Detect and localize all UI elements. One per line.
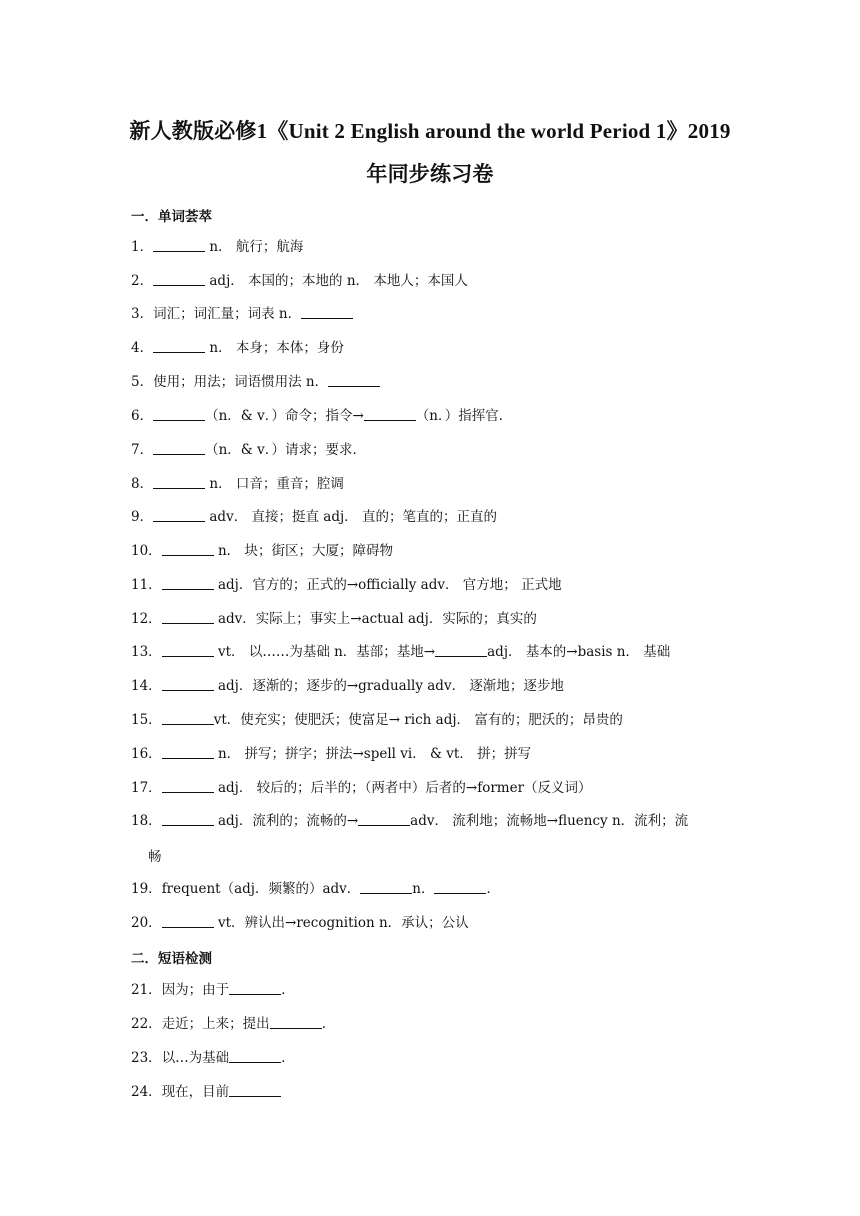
item-number: 20．	[131, 915, 162, 931]
answer-blank[interactable]	[162, 576, 214, 590]
exercise-item-24	[131, 1083, 741, 1101]
title-line-1: 新人教版必修1《Unit 2 English around the world Period 1》2019	[129, 119, 731, 143]
item-number: 18．	[131, 813, 162, 829]
item-text: 词汇；词汇量；词表 n．	[153, 306, 302, 322]
item-text: adj． 本国的；本地的 n． 本地人；本国人	[205, 273, 468, 289]
item-text: （n．& v．）命令；指令→	[205, 408, 364, 424]
item-number: 9．	[131, 509, 154, 525]
item-number: 24．	[131, 1084, 162, 1100]
item-text: 因为；由于	[161, 982, 230, 998]
answer-blank[interactable]	[229, 1049, 281, 1063]
exercise-item-20	[131, 914, 741, 932]
exercise-item-8	[131, 475, 741, 493]
item-text: adj．逐渐的；逐步的→gradually adv． 逐渐地；逐步地	[213, 678, 564, 694]
item-text: n． 航行；航海	[205, 239, 304, 255]
item-number: 12．	[131, 611, 162, 627]
item-number: 22．	[131, 1016, 162, 1032]
item-text: adj．官方的；正式的→officially adv． 官方地； 正式地	[213, 577, 562, 593]
item-text: vt． 以……为基础 n．基部；基地→	[213, 644, 436, 660]
item-number: 21．	[131, 982, 162, 998]
answer-blank[interactable]	[162, 610, 214, 624]
item-text: n． 拼写；拼字；拼法→spell vi． & vt． 拼；拼写	[213, 746, 532, 762]
answer-blank[interactable]	[229, 981, 281, 995]
item-number: 1．	[131, 239, 154, 255]
answer-blank[interactable]	[434, 880, 486, 894]
item-text: adv．实际上；事实上→actual adj．实际的；真实的	[213, 611, 537, 627]
answer-blank[interactable]	[162, 779, 214, 793]
item-text: n．	[412, 881, 435, 897]
answer-blank[interactable]	[162, 542, 214, 556]
item-text: 现在，目前	[161, 1084, 230, 1100]
item-number: 3．	[131, 306, 154, 322]
answer-blank[interactable]	[153, 339, 205, 353]
item-text: ．	[486, 881, 500, 897]
answer-blank[interactable]	[162, 745, 214, 759]
item-number: 14．	[131, 678, 162, 694]
item-number: 11．	[131, 577, 162, 593]
item-text: ．	[281, 982, 295, 998]
exercise-item-7	[131, 441, 741, 459]
exercise-item-2	[131, 272, 741, 290]
section-heading-phrases: 二．短语检测	[131, 951, 212, 967]
item-text: n． 口音；重音；腔调	[205, 476, 344, 492]
answer-blank[interactable]	[153, 508, 205, 522]
item-number: 23．	[131, 1050, 162, 1066]
item-text: n． 块；街区；大厦；障碍物	[213, 543, 393, 559]
item-text: vt．辨认出→recognition n．承认；公认	[213, 915, 469, 931]
answer-blank[interactable]	[162, 677, 214, 691]
item-number: 4．	[131, 340, 154, 356]
item-number: 17．	[131, 780, 162, 796]
exercise-item-11	[131, 576, 741, 594]
answer-blank[interactable]	[360, 880, 412, 894]
item-number: 15．	[131, 712, 162, 728]
item-text: n． 本身；本体；身份	[205, 340, 344, 356]
item-text: 走近；上来；提出	[161, 1016, 270, 1032]
answer-blank[interactable]	[153, 407, 205, 421]
exercise-item-1	[131, 238, 741, 256]
exercise-item-14	[131, 677, 741, 695]
item-text: adj． 较后的；后半的；（两者中）后者的→former（反义词）	[213, 780, 592, 796]
item-number: 6．	[131, 408, 154, 424]
item-text: adv． 流利地；流畅地→fluency n．流利；流	[410, 813, 689, 829]
exercise-item-3	[131, 305, 741, 323]
item-text: adj． 基本的→basis n． 基础	[487, 644, 671, 660]
answer-blank[interactable]	[162, 711, 214, 725]
exercise-item-13	[131, 643, 741, 661]
answer-blank[interactable]	[153, 238, 205, 252]
exercise-item-9	[131, 508, 741, 526]
answer-blank[interactable]	[153, 272, 205, 286]
answer-blank[interactable]	[153, 441, 205, 455]
item-number: 2．	[131, 273, 154, 289]
exercise-item-17	[131, 779, 741, 797]
item-text: ．	[281, 1050, 295, 1066]
answer-blank[interactable]	[162, 643, 214, 657]
answer-blank[interactable]	[435, 643, 487, 657]
item-number: 16．	[131, 746, 162, 762]
exercise-item-4	[131, 339, 741, 357]
item-number: 5．	[131, 374, 154, 390]
answer-blank[interactable]	[229, 1083, 281, 1097]
answer-blank[interactable]	[270, 1015, 322, 1029]
title-line-2: 年同步练习卷	[366, 162, 494, 186]
section-heading-vocabulary: 一．单词荟萃	[131, 209, 212, 225]
item-number: 7．	[131, 442, 154, 458]
answer-blank[interactable]	[364, 407, 416, 421]
item-text: ．	[321, 1016, 336, 1032]
exercise-item-15	[131, 711, 741, 729]
item-number: 13．	[131, 644, 162, 660]
exercise-item-12	[131, 610, 741, 628]
exercise-item-22	[131, 1015, 741, 1033]
item-text: vt．使充实；使肥沃；使富足→ rich adj． 富有的；肥沃的；昂贵的	[213, 712, 623, 728]
answer-blank[interactable]	[358, 812, 410, 826]
exercise-item-18	[131, 812, 741, 830]
item-number: 19．	[131, 881, 162, 897]
exercise-item-5	[131, 373, 741, 391]
item-text: 以…为基础	[161, 1050, 230, 1066]
answer-blank[interactable]	[162, 914, 214, 928]
exercise-item-6	[131, 407, 741, 425]
item-text: adj．流利的；流畅的→	[213, 813, 359, 829]
item-text: 使用；用法；词语惯用法 n．	[153, 374, 329, 390]
exercise-item-21	[131, 981, 741, 999]
exercise-item-19	[131, 880, 741, 898]
exercise-item-10	[131, 542, 741, 560]
item-18-continuation: 畅	[148, 849, 162, 865]
item-number: 10．	[131, 543, 162, 559]
item-text: frequent（adj．频繁的）adv．	[161, 881, 361, 897]
answer-blank[interactable]	[301, 305, 353, 319]
item-text: adv． 直接；挺直 adj． 直的；笔直的；正直的	[205, 509, 497, 525]
item-number: 8．	[131, 476, 154, 492]
answer-blank[interactable]	[153, 475, 205, 489]
answer-blank[interactable]	[328, 373, 380, 387]
item-text: （n．）指挥官．	[415, 408, 513, 424]
item-text: （n．& v．）请求；要求．	[205, 442, 366, 458]
exercise-item-23	[131, 1049, 741, 1067]
exercise-item-16	[131, 745, 741, 763]
answer-blank[interactable]	[162, 812, 214, 826]
